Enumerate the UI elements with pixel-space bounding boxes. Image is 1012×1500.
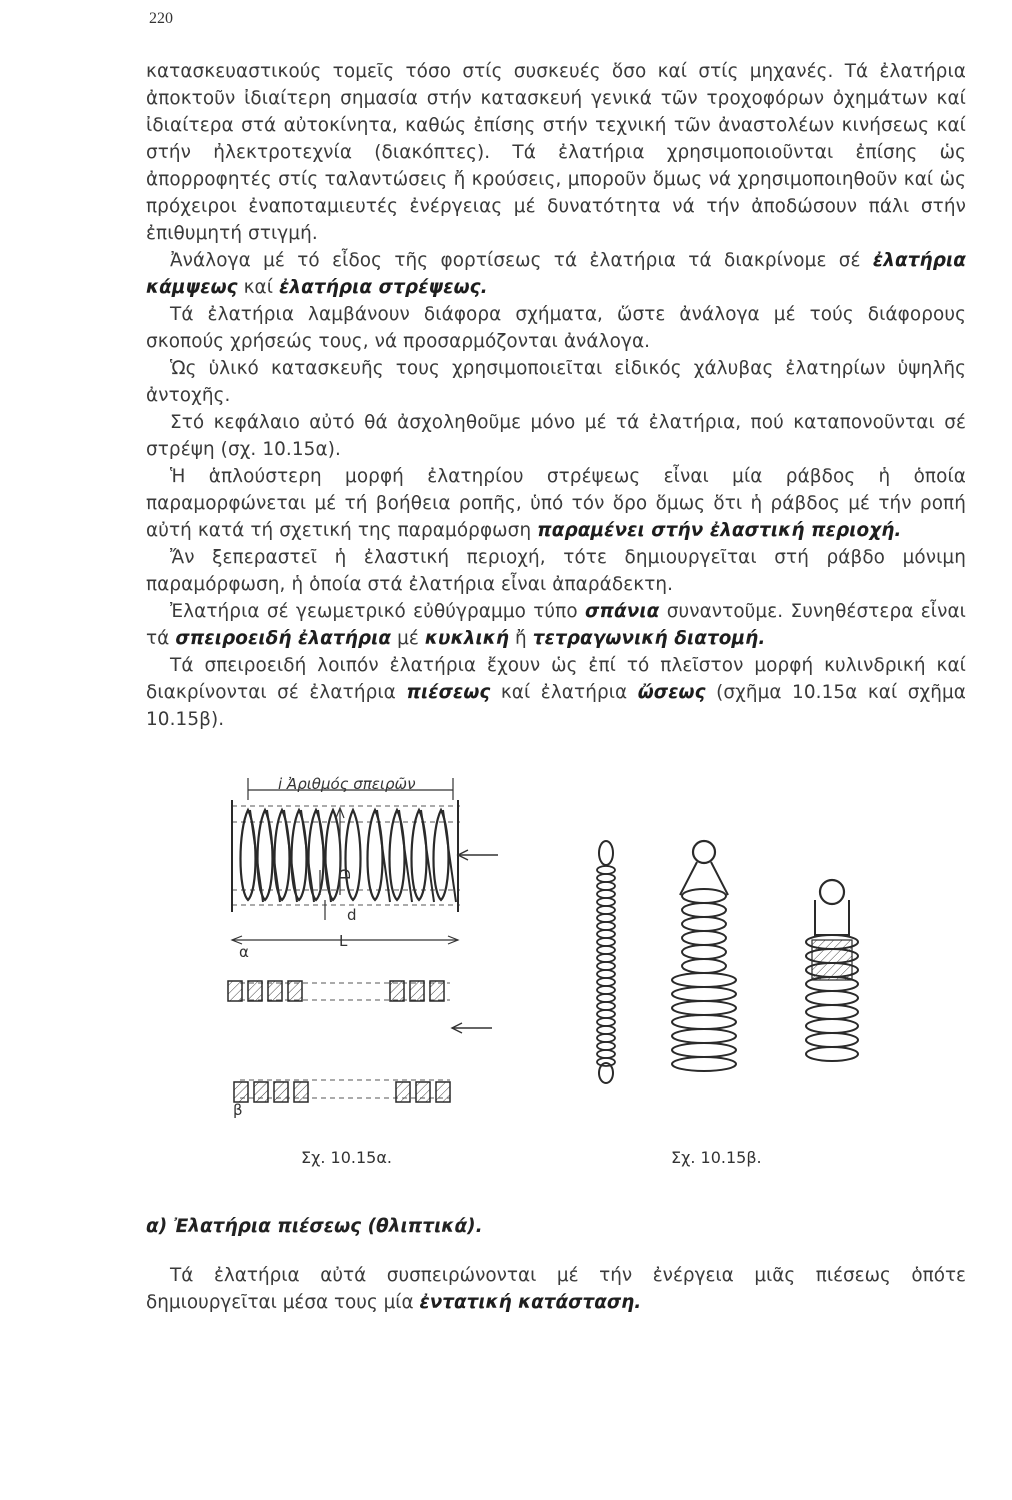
spring-coil	[597, 954, 615, 962]
wire-section	[294, 1082, 308, 1102]
end-eye	[820, 880, 844, 904]
spring-coil	[682, 889, 726, 903]
text-run: Στό κεφάλαιο αὐτό θά ἀσχοληθοῦμε μόνο μέ τά ἐλατήρια, πού καταπονοῦνται σέ στρέψη (σχ. 10.15α).	[146, 412, 966, 460]
text-run: μέ	[391, 628, 425, 649]
coil-count-label: i Ἀριθμός σπειρῶν	[278, 775, 416, 793]
wire-section	[248, 981, 262, 1001]
view-a-label: α	[239, 943, 249, 961]
emphasized-term: κυκλική	[424, 628, 510, 649]
text-run: ἤ	[509, 628, 533, 649]
spring-coil	[292, 810, 307, 900]
spring-coil	[597, 1018, 615, 1026]
spring-coil	[597, 930, 615, 938]
diameter-D-label: D	[336, 868, 354, 880]
end-loop	[693, 841, 715, 863]
text-run: Τά σπειροειδή λοιπόν ἐλατήρια ἔχουν ὡς ἐπί τό πλεῖστον μορφή κυλινδρική καί διακρίνονται σέ ἐλατήρια	[146, 655, 966, 703]
spring-coil	[672, 1015, 736, 1029]
text-run: Ἀνάλογα μέ τό εἶδος τῆς φορτίσεως τά ἐλατήρια τά διακρίνομε σέ	[170, 250, 873, 271]
wire-d-label: d	[347, 906, 357, 924]
spring-coil	[806, 1033, 858, 1047]
end-hook	[599, 841, 613, 865]
spring-coil	[597, 874, 615, 882]
wire-section	[436, 1082, 450, 1102]
text-run: Τά ἐλατήρια αὐτά συσπειρώνονται μέ τήν ἐνέργεια μιᾶς πιέσεως ὁπότε δημιουργεῖται μέσα τους μία	[146, 1265, 966, 1313]
emphasized-term: ὤσεως	[637, 682, 706, 703]
spring-coil	[672, 1029, 736, 1043]
spring-coil	[412, 810, 427, 900]
wire-section	[288, 981, 302, 1001]
spring-coil	[806, 1047, 858, 1061]
spring-coil	[368, 810, 383, 900]
tension-spring-drawings	[597, 841, 858, 1083]
spring-coil	[672, 1057, 736, 1071]
emphasized-term: σπάνια	[584, 601, 660, 622]
spring-coil	[597, 946, 615, 954]
hook-stem	[680, 862, 728, 895]
spring-coil	[597, 906, 615, 914]
spring-coil	[241, 810, 256, 900]
spring-coil	[597, 922, 615, 930]
spring-coil	[258, 810, 273, 900]
text-run: Ὡς ὑλικό κατασκευῆς τους χρησιμοποιεῖται εἰδικός χάλυβας ἐλατηρίων ὑψηλῆς ἀντοχῆς.	[146, 358, 966, 406]
spring-coil	[597, 1002, 615, 1010]
wire-section	[396, 1082, 410, 1102]
spring-coil	[597, 962, 615, 970]
spring-coil	[672, 1001, 736, 1015]
wire-section	[274, 1082, 288, 1102]
figure-a-caption: Σχ. 10.15α.	[301, 1148, 392, 1167]
wire-section	[228, 981, 242, 1001]
emphasized-term: τετραγωνική διατομή.	[532, 628, 766, 649]
spring-coil	[597, 1010, 615, 1018]
spring-coil	[682, 959, 726, 973]
spring-coil	[597, 882, 615, 890]
text-run: (σχῆμα 10.15α καί σχῆμα 10.15β).	[146, 682, 966, 730]
text-run: κατασκευαστικούς τομεῖς τόσο στίς συσκευές ὅσο καί στίς μηχανές. Τά ἐλατήρια ἀποκτοῦν ἰδιαίτερη σημασία στήν κατασκευή γενικά τῶν τροχοφόρων ὀχημάτων καί ἰδιαίτερα στά αὐτοκίνητα, καθώς ἐπίσης στήν τεχνική τῶν ἀναστολέων κινήσεως καί στήν ἠλεκτροτεχνία (διακόπτες). Τά ἐλατήρια χρησιμοποιοῦνται ἐπίσης ὡς ἀπορροφητές στίς ταλαντώσεις ἤ κρούσεις, μποροῦν ὅμως νά χρησιμοποιηθοῦν καί ὡς πρόχειροι ἐναποταμιευτές ἐνέργειας μέ δυνατότητα νά τήν ἀποδώσουν πάλι στήν ἐπιθυμητή στιγμή.	[146, 61, 966, 244]
figure-b-caption: Σχ. 10.15β.	[671, 1148, 762, 1167]
emphasized-term: πιέσεως	[406, 682, 491, 703]
spring-coil	[806, 1005, 858, 1019]
wire-section	[390, 981, 404, 1001]
spring-coil	[390, 810, 405, 900]
text-run: Ἡ ἁπλούστερη μορφή ἐλατηρίου στρέψεως εἶναι μία ράβδος ἡ ὁποία παραμορφώνεται μέ τή βοήθεια ροπῆς, ὑπό τόν ὅρο ὅμως ὅτι ἡ ράβδος μέ τήν ροπή αὐτή κατά τή σχετική της παραμόρφωση	[146, 466, 966, 541]
spring-coil	[806, 1019, 858, 1033]
spring-coil	[597, 970, 615, 978]
spring-coil	[597, 866, 615, 874]
spring-coil	[597, 914, 615, 922]
wire-section	[254, 1082, 268, 1102]
wire-section	[410, 981, 424, 1001]
spring-coil	[597, 994, 615, 1002]
page-number: 220	[149, 10, 173, 27]
wire-section	[268, 981, 282, 1001]
spring-coil	[597, 986, 615, 994]
spring-coil	[275, 810, 290, 900]
spring-coil	[597, 1026, 615, 1034]
text-run: συναντοῦμε. Συνηθέστερα εἶναι τά	[146, 601, 966, 649]
view-b-label: β	[233, 1101, 243, 1119]
spring-coil	[682, 931, 726, 945]
text-run: Ἐλατήρια σέ γεωμετρικό εὐθύγραμμο τύπο	[170, 601, 585, 622]
spring-coil	[672, 1043, 736, 1057]
section-heading: α) Ἐλατήρια πιέσεως (θλιπτικά).	[146, 1216, 483, 1237]
threaded-plug	[812, 940, 852, 980]
spring-coil	[597, 890, 615, 898]
emphasized-term: παραμένει στήν ἐλαστική περιοχή.	[537, 520, 902, 541]
wire-section	[416, 1082, 430, 1102]
spring-coil	[326, 810, 341, 900]
spring-coil	[434, 810, 449, 900]
spring-coil	[682, 945, 726, 959]
length-L-label: L	[339, 932, 348, 950]
section-paragraph	[146, 1262, 966, 1316]
text-run: Ἄν ξεπεραστεῖ ἡ ἐλαστική περιοχή, τότε δημιουργεῖται στή ράβδο μόνιμη παραμόρφωση, ἡ ὁποία στά ἐλατήρια εἶναι ἀπαράδεκτη.	[146, 547, 966, 595]
wire-section	[234, 1082, 248, 1102]
spring-coil	[682, 917, 726, 931]
paragraph	[146, 1262, 966, 1316]
spring-coil	[682, 903, 726, 917]
wire-section	[430, 981, 444, 1001]
emphasized-term: ἐλατήρια στρέψεως.	[279, 277, 488, 298]
emphasized-term: σπειροειδή ἐλατήρια	[175, 628, 392, 649]
spring-coil	[672, 973, 736, 987]
spring-coil	[597, 1042, 615, 1050]
eye-body	[815, 900, 849, 935]
spring-coil	[597, 898, 615, 906]
spring-coil	[672, 987, 736, 1001]
spring-coil	[597, 938, 615, 946]
spring-coil	[597, 1034, 615, 1042]
emphasized-term: ἐντατική κατάσταση.	[419, 1292, 642, 1313]
spring-coil	[597, 978, 615, 986]
spring-coil	[346, 810, 361, 900]
spring-coil	[309, 810, 324, 900]
spring-coil	[597, 1050, 615, 1058]
text-run: καί	[237, 277, 280, 298]
emphasized-term: ἐλατήρια κάμψεως	[146, 250, 966, 298]
spring-coil	[806, 991, 858, 1005]
text-run: Τά ἐλατήρια λαμβάνουν διάφορα σχήματα, ὥστε ἀνάλογα μέ τούς διάφορους σκοπούς χρήσεώς τους, νά προσαρμόζονται ἀνάλογα.	[146, 304, 966, 352]
compression-spring-drawing	[228, 778, 498, 1102]
text-run: καί ἐλατήρια	[490, 682, 638, 703]
